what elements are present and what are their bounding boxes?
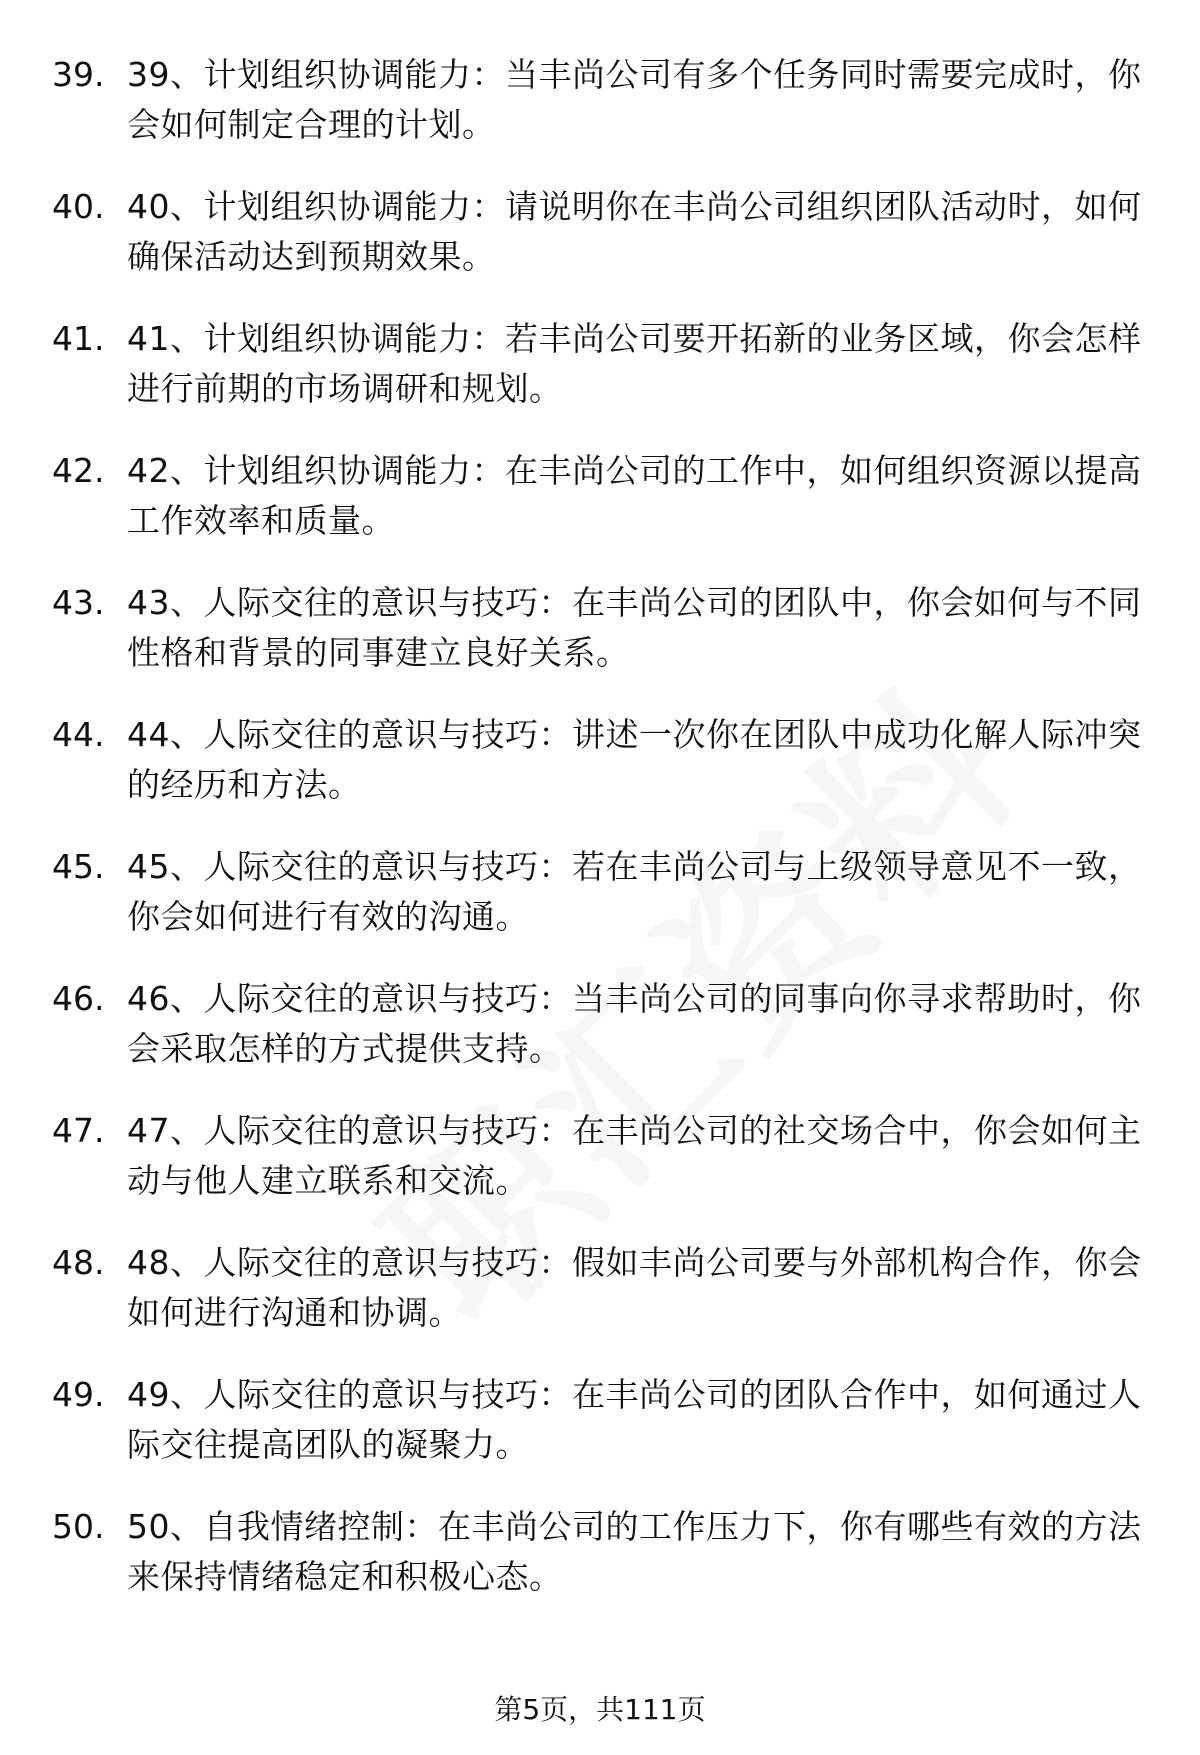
question-item — [0, 314, 1200, 446]
question-item — [0, 446, 1200, 578]
question-text: 50、自我情绪控制：在丰尚公司的工作压力下，你有哪些有效的方法来保持情绪稳定和积极心态。 — [127, 1507, 1142, 1596]
question-text: 40、计划组织协调能力：请说明你在丰尚公司组织团队活动时，如何确保活动达到预期效果。 — [127, 187, 1142, 276]
question-number: 41. — [52, 319, 105, 358]
question-item — [0, 1106, 1200, 1238]
question-text: 49、人际交往的意识与技巧：在丰尚公司的团队合作中，如何通过人际交往提高团队的凝聚力。 — [127, 1375, 1142, 1464]
question-number: 44. — [52, 715, 105, 754]
question-number: 49. — [52, 1375, 105, 1414]
question-text: 44、人际交往的意识与技巧：讲述一次你在团队中成功化解人际冲突的经历和方法。 — [127, 715, 1142, 804]
question-text: 46、人际交往的意识与技巧：当丰尚公司的同事向你寻求帮助时，你会采取怎样的方式提供支持。 — [127, 979, 1142, 1068]
question-text: 41、计划组织协调能力：若丰尚公司要开拓新的业务区域，你会怎样进行前期的市场调研和规划。 — [127, 319, 1142, 408]
question-number: 50. — [52, 1507, 105, 1546]
question-text: 45、人际交往的意识与技巧：若在丰尚公司与上级领导意见不一致，你会如何进行有效的沟通。 — [127, 847, 1142, 936]
question-item — [0, 1502, 1200, 1634]
question-text: 39、计划组织协调能力：当丰尚公司有多个任务同时需要完成时，你会如何制定合理的计划。 — [127, 55, 1142, 144]
question-number: 39. — [52, 55, 105, 94]
question-number: 40. — [52, 187, 105, 226]
question-number: 45. — [52, 847, 105, 886]
question-item — [0, 182, 1200, 314]
page-footer: 第5页，共111页 — [494, 1693, 706, 1726]
question-item — [0, 710, 1200, 842]
question-text: 42、计划组织协调能力：在丰尚公司的工作中，如何组织资源以提高工作效率和质量。 — [127, 451, 1142, 540]
question-item — [0, 1370, 1200, 1502]
question-list — [0, 50, 1200, 1634]
question-item — [0, 50, 1200, 182]
question-number: 46. — [52, 979, 105, 1018]
question-number: 47. — [52, 1111, 105, 1150]
question-number: 43. — [52, 583, 105, 622]
question-item — [0, 1238, 1200, 1370]
question-number: 48. — [52, 1243, 105, 1282]
question-text: 47、人际交往的意识与技巧：在丰尚公司的社交场合中，你会如何主动与他人建立联系和交流。 — [127, 1111, 1142, 1200]
question-item — [0, 842, 1200, 974]
question-number: 42. — [52, 451, 105, 490]
question-text: 43、人际交往的意识与技巧：在丰尚公司的团队中，你会如何与不同性格和背景的同事建立良好关系。 — [127, 583, 1142, 672]
question-text: 48、人际交往的意识与技巧：假如丰尚公司要与外部机构合作，你会如何进行沟通和协调。 — [127, 1243, 1142, 1332]
question-item — [0, 578, 1200, 710]
question-item — [0, 974, 1200, 1106]
